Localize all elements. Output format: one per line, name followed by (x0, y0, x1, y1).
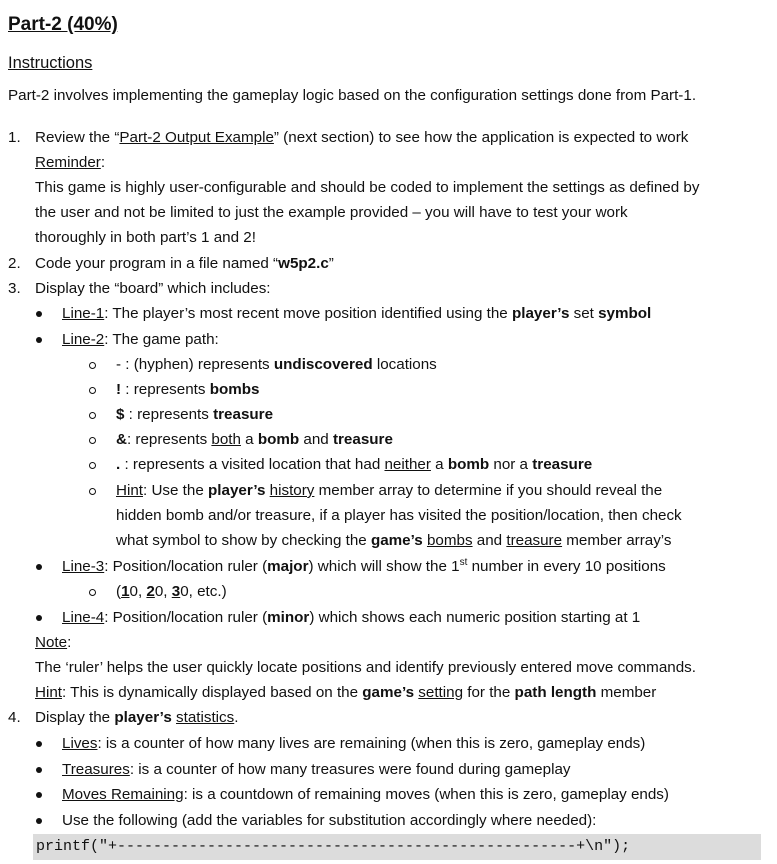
treasure-item: $ : represents treasure (116, 406, 274, 423)
bullet (36, 337, 42, 343)
line3-item: Line-3: Position/location ruler (major) which will show the 1st number in every 10 positions (62, 556, 666, 575)
reminder-line-3: thoroughly in both part’s 1 and 2! (35, 229, 256, 246)
sub-bullet (89, 387, 96, 394)
line1-item: Line-1: The player’s most recent move position identified using the player’s set symbol (62, 305, 652, 322)
page-title: Part-2 (40%) (8, 14, 118, 35)
intro-text: Part-2 involves implementing the gameplay logic based on the configuration settings done from Part-1. (8, 87, 697, 104)
bomb-item: ! : represents bombs (116, 381, 260, 398)
reminder-line-1: This game is highly user-configurable and should be coded to implement the settings as defined by (35, 179, 700, 196)
item-number-4: 4. (8, 709, 21, 726)
item1-text: Review the “Part-2 Output Example” (next section) to see how the application is expected to work (35, 129, 689, 146)
moves-item: Moves Remaining: is a countdown of remaining moves (when this is zero, gameplay ends) (62, 786, 669, 803)
sub-bullet (89, 589, 96, 596)
bullet (36, 818, 42, 824)
note-label: Note: (35, 634, 72, 651)
output-example-link[interactable]: Part-2 Output Example (119, 129, 274, 146)
sub-bullet (89, 488, 96, 495)
sub-bullet (89, 462, 96, 469)
use-following-item: Use the following (add the variables for substitution accordingly where needed): (62, 812, 597, 829)
bullet (36, 741, 42, 747)
bullet (36, 767, 42, 773)
hint-line-1: Hint: Use the player’s history member array to determine if you should reveal the (116, 482, 663, 499)
item3-text: Display the “board” which includes: (35, 280, 271, 297)
item4-text: Display the player’s statistics. (35, 709, 239, 726)
bullet (36, 615, 42, 621)
line4-item: Line-4: Position/location ruler (minor) which shows each numeric position starting at 1 (62, 609, 641, 626)
hint-path-length: Hint: This is dynamically displayed based on the game’s setting for the path length member (35, 684, 657, 701)
hint-line-3: what symbol to show by checking the game’s bombs and treasure member array’s (116, 532, 672, 549)
sub-bullet (89, 412, 96, 419)
treasures-item: Treasures: is a counter of how many treasures were found during gameplay (62, 761, 571, 778)
bullet (36, 564, 42, 570)
sub-bullet (89, 362, 96, 369)
reminder-label: Reminder: (35, 154, 106, 171)
code-snippet: printf("+---------------------------------------------------+\n"); (33, 834, 761, 860)
item-number-1: 1. (8, 129, 21, 146)
note-text: The ‘ruler’ helps the user quickly locate positions and identify previously entered move commands. (35, 659, 696, 676)
instructions-heading: Instructions (8, 54, 93, 72)
visited-item: . : represents a visited location that had neither a bomb nor a treasure (116, 456, 593, 473)
hyphen-item: - : (hyphen) represents undiscovered locations (116, 356, 437, 373)
bullet (36, 792, 42, 798)
hint-line-2: hidden bomb and/or treasure, if a player has visited the position/location, then check (116, 507, 682, 524)
reminder-line-2: the user and not be limited to just the example provided – you will have to test your work (35, 204, 628, 221)
lives-item: Lives: is a counter of how many lives are remaining (when this is zero, gameplay ends) (62, 735, 646, 752)
line3-sub: (10, 20, 30, etc.) (116, 583, 227, 600)
line2-item: Line-2: The game path: (62, 331, 219, 348)
item2-text: Code your program in a file named “w5p2.c” (35, 255, 334, 272)
both-item: &: represents both a bomb and treasure (116, 431, 393, 448)
item-number-2: 2. (8, 255, 21, 272)
sub-bullet (89, 437, 96, 444)
bullet (36, 311, 42, 317)
item-number-3: 3. (8, 280, 21, 297)
